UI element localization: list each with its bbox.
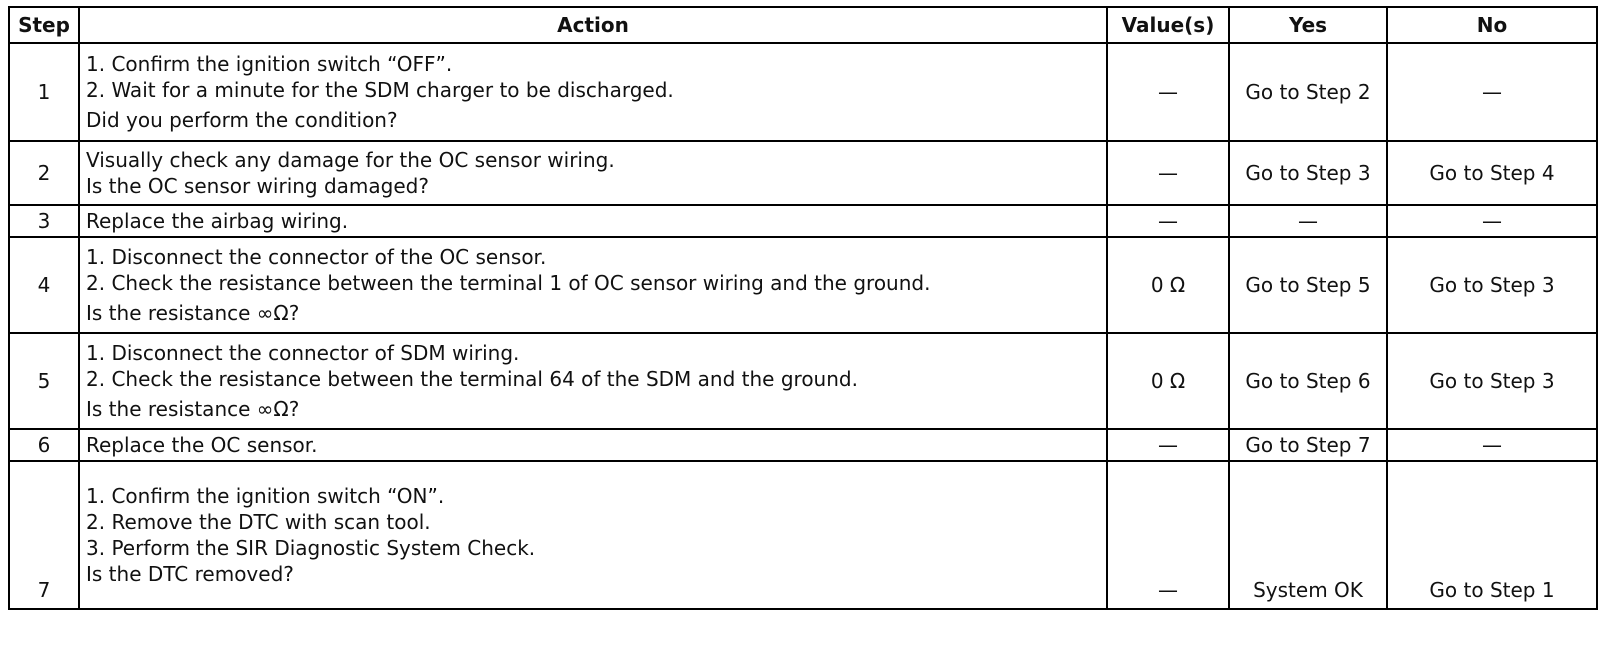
action-line: Replace the OC sensor. xyxy=(86,433,318,457)
step-number: 3 xyxy=(9,205,79,237)
action-cell xyxy=(79,461,1107,609)
action-line: 3. Perform the SIR Diagnostic System Check. xyxy=(86,536,536,560)
header-values: Value(s) xyxy=(1107,7,1229,43)
header-no: No xyxy=(1387,7,1597,43)
step-number: 7 xyxy=(9,461,79,609)
action-cell xyxy=(79,141,1107,205)
table-row xyxy=(9,43,1597,141)
no-cell: Go to Step 4 xyxy=(1387,141,1597,205)
step-number: 4 xyxy=(9,237,79,333)
action-line: 2. Check the resistance between the terminal 1 of OC sensor wiring and the ground. xyxy=(86,271,931,295)
table-row xyxy=(9,429,1597,461)
diagnostic-table xyxy=(8,6,1598,610)
value-cell: — xyxy=(1107,429,1229,461)
action-question: Is the resistance ∞Ω? xyxy=(86,397,300,421)
yes-cell: Go to Step 7 xyxy=(1229,429,1387,461)
step-number: 2 xyxy=(9,141,79,205)
value-cell: — xyxy=(1107,141,1229,205)
yes-cell: Go to Step 6 xyxy=(1229,333,1387,429)
table-row xyxy=(9,333,1597,429)
header-yes: Yes xyxy=(1229,7,1387,43)
step-number: 5 xyxy=(9,333,79,429)
action-question: Is the DTC removed? xyxy=(86,562,294,586)
value-cell: — xyxy=(1107,205,1229,237)
table-row xyxy=(9,205,1597,237)
action-line: 1. Confirm the ignition switch “OFF”. xyxy=(86,52,453,76)
header-action: Action xyxy=(79,7,1107,43)
action-line: 1. Confirm the ignition switch “ON”. xyxy=(86,484,445,508)
action-cell xyxy=(79,429,1107,461)
step-number: 1 xyxy=(9,43,79,141)
action-cell xyxy=(79,43,1107,141)
no-cell: Go to Step 3 xyxy=(1387,237,1597,333)
action-cell xyxy=(79,237,1107,333)
value-cell: — xyxy=(1107,43,1229,141)
action-question: Is the OC sensor wiring damaged? xyxy=(86,174,429,198)
action-line: Replace the airbag wiring. xyxy=(86,209,349,233)
yes-cell: — xyxy=(1229,205,1387,237)
value-cell: 0 Ω xyxy=(1107,237,1229,333)
yes-cell: System OK xyxy=(1229,461,1387,609)
action-line: 2. Check the resistance between the terminal 64 of the SDM and the ground. xyxy=(86,367,858,391)
action-question: Did you perform the condition? xyxy=(86,108,398,132)
header-row xyxy=(9,7,1597,43)
yes-cell: Go to Step 3 xyxy=(1229,141,1387,205)
action-line: 1. Disconnect the connector of the OC sensor. xyxy=(86,245,547,269)
step-number: 6 xyxy=(9,429,79,461)
no-cell: — xyxy=(1387,429,1597,461)
no-cell: Go to Step 1 xyxy=(1387,461,1597,609)
yes-cell: Go to Step 5 xyxy=(1229,237,1387,333)
no-cell: — xyxy=(1387,43,1597,141)
action-line: Visually check any damage for the OC sensor wiring. xyxy=(86,148,615,172)
action-line: 2. Wait for a minute for the SDM charger to be discharged. xyxy=(86,78,674,102)
action-cell xyxy=(79,333,1107,429)
diagnostic-table-container xyxy=(8,6,1598,610)
action-question: Is the resistance ∞Ω? xyxy=(86,301,300,325)
table-row xyxy=(9,141,1597,205)
action-line: 2. Remove the DTC with scan tool. xyxy=(86,510,431,534)
table-row xyxy=(9,461,1597,609)
value-cell: 0 Ω xyxy=(1107,333,1229,429)
action-line: 1. Disconnect the connector of SDM wiring. xyxy=(86,341,520,365)
no-cell: Go to Step 3 xyxy=(1387,333,1597,429)
header-step: Step xyxy=(9,7,79,43)
action-cell xyxy=(79,205,1107,237)
value-cell: — xyxy=(1107,461,1229,609)
yes-cell: Go to Step 2 xyxy=(1229,43,1387,141)
table-row xyxy=(9,237,1597,333)
no-cell: — xyxy=(1387,205,1597,237)
